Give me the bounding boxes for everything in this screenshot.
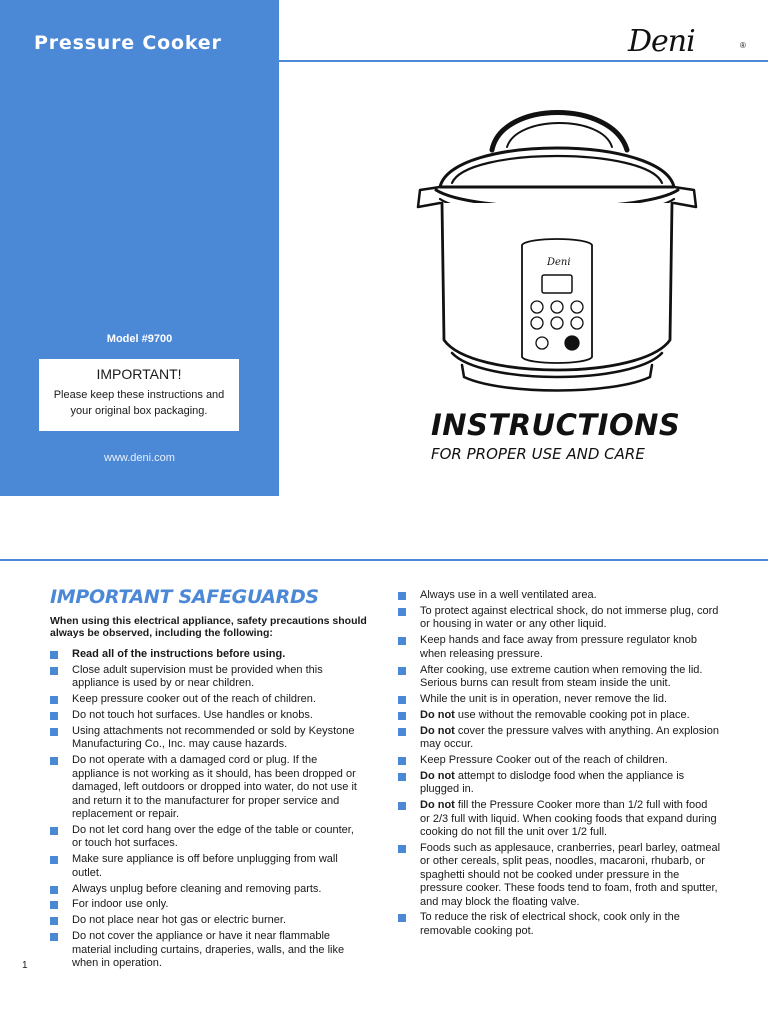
list-item: Using attachments not recommended or sold by Keystone Manufacturing Co., Inc. may cause hazards. — [50, 725, 365, 752]
list-item: Keep Pressure Cooker out of the reach of children. — [398, 754, 720, 767]
registered-mark: ® — [740, 41, 746, 50]
safeguards-intro: When using this electrical appliance, safety precautions should always be observed, including the following: — [50, 615, 367, 639]
instructions-subtitle: FOR PROPER USE AND CARE — [431, 445, 645, 463]
list-item: After cooking, use extreme caution when removing the lid. Serious burns can result from steam inside the unit. — [398, 664, 720, 691]
list-item: To reduce the risk of electrical shock, cook only in the removable cooking pot. — [398, 911, 720, 938]
page-number: 1 — [22, 960, 28, 971]
section-divider — [0, 559, 768, 561]
list-item: Do not cover the appliance or have it near flammable material including curtains, draperies, walls, and the like when in operation. — [50, 930, 365, 970]
list-item: Read all of the instructions before using. — [50, 648, 365, 661]
list-item: Do not operate with a damaged cord or plug. If the appliance is not working as it should, has been dropped or damaged, left outdoors or dropped into water, do not use it and return it to the manufacturer for proper service and replacement or repair. — [50, 754, 365, 821]
list-item: Keep hands and face away from pressure regulator knob when releasing pressure. — [398, 634, 720, 661]
safeguards-list-right — [398, 589, 720, 938]
svg-text:Deni: Deni — [547, 257, 571, 268]
list-item: Do not place near hot gas or electric burner. — [50, 914, 365, 927]
list-item: Do not attempt to dislodge food when the appliance is plugged in. — [398, 770, 720, 797]
list-item: Do not let cord hang over the edge of the table or counter, or touch hot surfaces. — [50, 824, 365, 851]
list-item: Close adult supervision must be provided when this appliance is used by or near children. — [50, 664, 365, 691]
list-item: Do not fill the Pressure Cooker more than 1/2 full with food or 2/3 full with liquid. When cooking foods that expand during cooking do not fill the unit over 1/2 full. — [398, 799, 720, 839]
list-item: Do not touch hot surfaces. Use handles or knobs. — [50, 709, 365, 722]
brand-logo-text: Deni — [628, 24, 695, 59]
list-item: To protect against electrical shock, do not immerse plug, cord or housing in water or any other liquid. — [398, 605, 720, 632]
list-item: Always unplug before cleaning and removing parts. — [50, 883, 365, 896]
cover-blue-panel — [0, 0, 279, 496]
safeguards-list-left — [50, 648, 365, 970]
important-title: IMPORTANT! — [96, 366, 182, 382]
brand-logo — [628, 24, 748, 74]
safeguards-column-left — [50, 648, 365, 973]
instructions-title: INSTRUCTIONS — [431, 408, 681, 442]
model-number: Model #9700 — [106, 333, 173, 345]
pressure-cooker-illustration — [412, 95, 702, 395]
list-item: Foods such as applesauce, cranberries, pearl barley, oatmeal or other cereals, split peas, noodles, macaroni, rhubarb, or spaghetti should not be cooked under pressure in the pressure cooker. These foods tend to foam, froth and sputter, and may block the floating valve. — [398, 842, 720, 909]
list-item: Do not cover the pressure valves with anything. An explosion may occur. — [398, 725, 720, 752]
panel-title: Pressure Cooker — [34, 32, 222, 54]
important-text: Please keep these instructions and your original box packaging. — [53, 389, 225, 417]
safeguards-title: IMPORTANT SAFEGUARDS — [50, 586, 319, 608]
list-item: Do not use without the removable cooking pot in place. — [398, 709, 720, 722]
website-url[interactable]: www.deni.com — [104, 452, 175, 464]
important-notice-box — [39, 359, 239, 431]
list-item: Keep pressure cooker out of the reach of children. — [50, 693, 365, 706]
list-item: For indoor use only. — [50, 898, 365, 911]
list-item: Make sure appliance is off before unplugging from wall outlet. — [50, 853, 365, 880]
safeguards-column-right — [398, 589, 720, 941]
list-item: While the unit is in operation, never remove the lid. — [398, 693, 720, 706]
list-item: Always use in a well ventilated area. — [398, 589, 720, 602]
